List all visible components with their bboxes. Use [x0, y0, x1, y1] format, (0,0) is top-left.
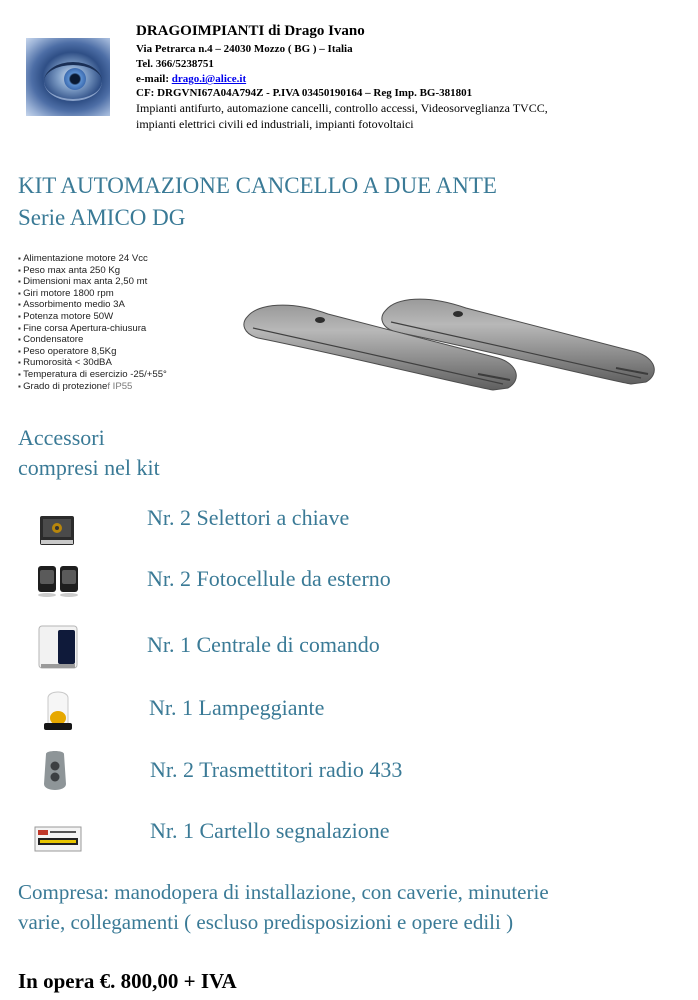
spec-item: ▪ Assorbimento medio 3A	[18, 299, 167, 311]
price: In opera €. 800,00 + IVA	[18, 969, 237, 993]
kit-title: KIT AUTOMAZIONE CANCELLO A DUE ANTE	[18, 173, 497, 198]
gate-motors-image	[236, 282, 660, 400]
company-phone: Tel. 366/5238751	[136, 58, 214, 70]
accessory-control-unit: Nr. 1 Centrale di comando	[147, 632, 380, 657]
spec-item: ▪ Temperatura di esercizio -25/+55°	[18, 369, 167, 381]
photocell-icon	[36, 562, 82, 598]
company-email-row	[136, 73, 246, 85]
kit-series: Serie AMICO DG	[18, 205, 186, 230]
email-link[interactable]: drago.i@alice.it	[171, 73, 247, 85]
key-selector-icon	[38, 512, 78, 548]
flashing-light-icon	[40, 688, 76, 732]
protection-grade: f IP55	[107, 380, 133, 392]
spec-item: ▪ Peso operatore 8,5Kg	[18, 346, 167, 358]
spec-item: ▪ Rumorosità < 30dBA	[18, 357, 167, 369]
accessory-warning-sign: Nr. 1 Cartello segnalazione	[150, 818, 390, 843]
included-services: Compresa: manodopera di installazione, con caverie, minuterie varie, collegamenti ( escluso predisposizioni e opere edili )	[18, 880, 549, 934]
accessory-flashing-light: Nr. 1 Lampeggiante	[149, 695, 325, 720]
spec-item: ▪ Condensatore	[18, 334, 167, 346]
company-address: Via Petrarca n.4 – 24030 Mozzo ( BG ) – Italia	[136, 43, 353, 55]
company-name: DRAGOIMPIANTI di Drago Ivano	[136, 23, 365, 39]
eye-logo	[26, 38, 110, 116]
eye-iris-shape	[64, 68, 86, 90]
control-unit-icon	[36, 624, 84, 672]
spec-item: ▪ Alimentazione motore 24 Vcc	[18, 253, 167, 265]
accessories-title: Accessori compresi nel kit	[18, 425, 160, 480]
remote-transmitter-icon	[40, 750, 70, 792]
accessory-transmitters: Nr. 2 Trasmettitori radio 433	[150, 757, 403, 782]
company-desc-line1: Impianti antifurto, automazione cancelli, controllo accessi, Videosorveglianza TVCC,	[136, 101, 548, 115]
spec-item: ▪ Dimensioni max anta 2,50 mt	[18, 276, 167, 288]
spec-item: ▪ Peso max anta 250 Kg	[18, 265, 167, 277]
company-fiscal: CF: DRGVNI67A04A794Z - P.IVA 03450190164 – Reg Imp. BG-381801	[136, 87, 473, 99]
company-desc-line2: impianti elettrici civili ed industriali, impianti fotovoltaici	[136, 117, 414, 131]
accessory-key-selectors: Nr. 2 Selettori a chiave	[147, 505, 350, 530]
email-label: e-mail:	[136, 73, 172, 85]
spec-item: ▪ Potenza motore 50W	[18, 311, 167, 323]
spec-item: ▪ Giri motore 1800 rpm	[18, 288, 167, 300]
spec-item: ▪ Fine corsa Apertura-chiusura	[18, 323, 167, 335]
spec-list	[18, 253, 167, 392]
accessory-photocells: Nr. 2 Fotocellule da esterno	[147, 566, 391, 591]
spec-item-protection: ▪ Grado di protezionef IP55	[18, 381, 167, 393]
warning-sign-icon	[34, 825, 84, 855]
